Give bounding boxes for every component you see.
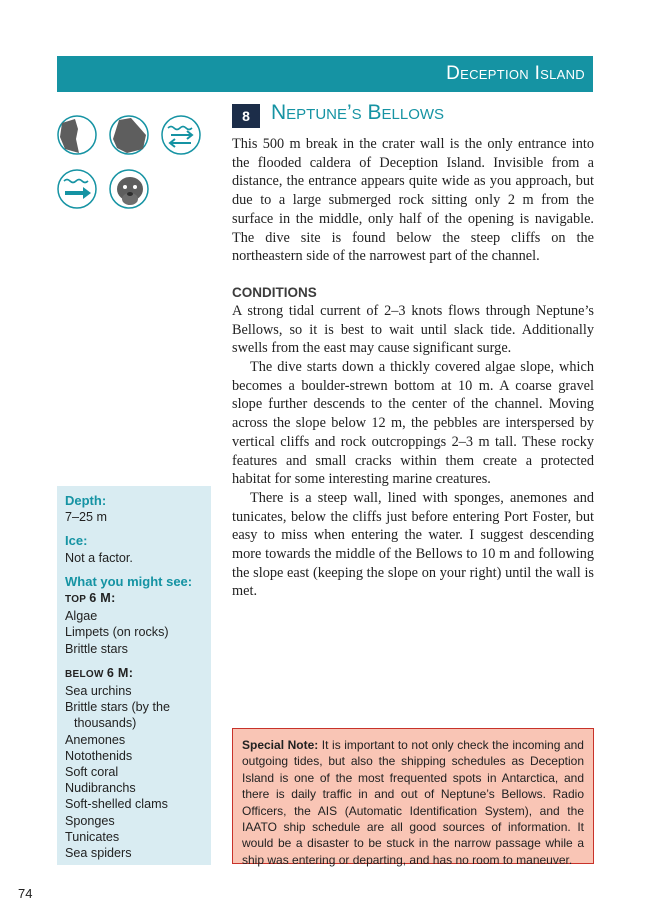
spacer — [65, 525, 203, 533]
intro-paragraph: This 500 m break in the crater wall is the only entrance into the flooded caldera of Deception Island. Invisible from a distance, the entrance appears quite wide as you approach, but due to a large submerged rock sitting only 2 m from the surface in the middle, only half of the opening is navigable. The dive site is found below the steep cliffs on the northeastern side of the narrowest part of the channel. — [232, 136, 594, 265]
species-top-2: Brittle stars — [65, 641, 128, 656]
spacer — [65, 566, 203, 574]
ice-value: Not a factor. — [65, 550, 133, 565]
species-below-7: Soft-shelled clams — [65, 797, 168, 812]
below-depth-heading — [65, 665, 203, 683]
site-info-sidebar — [57, 486, 211, 865]
below-prefix: BELOW — [65, 668, 104, 680]
species-below-4: Notothenids — [65, 748, 133, 763]
site-title: Neptune’s Bellows — [271, 101, 445, 124]
top-depth-heading — [65, 590, 203, 608]
rock-wall-icon — [57, 115, 97, 155]
species-below-0: Sea urchins — [65, 684, 132, 699]
species-below-8: Sponges — [65, 813, 115, 828]
conditions-paragraph-3: There is a steep wall, lined with sponges, anemones and tunicates, below the cliffs just before entering Port Foster, but easy to miss when entering the water. I suggest descending more towards the middle of the Bellows to 10 m and following the slope east (keeping the slope on your right) until the wall is met. — [232, 489, 594, 600]
conditions-paragraph-1: A strong tidal current of 2–3 knots flows through Neptune’s Bellows, so it is best to wait until slack tide. Additionally swells from the east may cause significant surge. — [232, 302, 594, 357]
conditions-paragraph-2: The dive starts down a thickly covered algae slope, which becomes a boulder-strewn bottom at 10 m. A coarse gravel slope further descends to the center of the channel. Moving across the slope below 12 m, the pebbles are interspersed by vertical cliffs and rock outcroppings 2–3 m tall. These rocky features and small cracks within them create a protected habitat for some interesting marine creatures. — [232, 359, 594, 488]
special-note-label: Special Note: — [242, 738, 319, 752]
species-below-9: Tunicates — [65, 829, 120, 844]
tidal-current-icon — [161, 115, 201, 155]
paragraph-gap — [232, 266, 594, 284]
species-below-2: thousands) — [74, 716, 137, 731]
species-below-3: Anemones — [65, 732, 126, 747]
top-prefix: TOP — [65, 594, 87, 606]
spacer — [65, 657, 203, 665]
main-text — [232, 135, 594, 601]
species-top-0: Algae — [65, 609, 98, 624]
site-number-badge: 8 — [232, 104, 260, 128]
species-top-1: Limpets (on rocks) — [65, 625, 169, 640]
dive-icons — [57, 115, 207, 210]
species-below-1: Brittle stars (by the — [65, 700, 170, 715]
seal-icon — [109, 169, 149, 209]
chapter-title: Deception Island — [446, 63, 585, 84]
chapter-header — [57, 56, 593, 92]
species-below-5: Soft coral — [65, 765, 119, 780]
surface-current-icon — [57, 169, 97, 209]
conditions-heading: CONDITIONS — [232, 284, 317, 300]
species-below-10: Sea spiders — [65, 846, 132, 861]
depth-value: 7–25 m — [65, 510, 108, 525]
see-label: What you might see: — [65, 573, 193, 589]
depth-label: Depth: — [65, 493, 107, 508]
special-note-text: It is important to not only check the incoming and outgoing tides, but also the shipping schedules as Deception Island is one of the most frequented spots in Antarctica, and there is daily traffic in and out of Neptune’s Bellows. Radio Officers, the AIS (Automatic Identification System), and the IAATO ship schedule are all good sources of information. It would be a disaster to be stuck in the narrow passage while a ship was entering or departing, and has no room to maneuver. — [242, 738, 584, 867]
species-below-6: Nudibranchs — [65, 781, 136, 796]
page-number: 74 — [18, 886, 33, 901]
top-depth: 6 M: — [89, 591, 116, 606]
below-depth: 6 M: — [106, 665, 134, 680]
special-note-box — [232, 728, 594, 867]
boulder-slope-icon — [109, 115, 149, 155]
ice-label: Ice: — [65, 533, 88, 549]
